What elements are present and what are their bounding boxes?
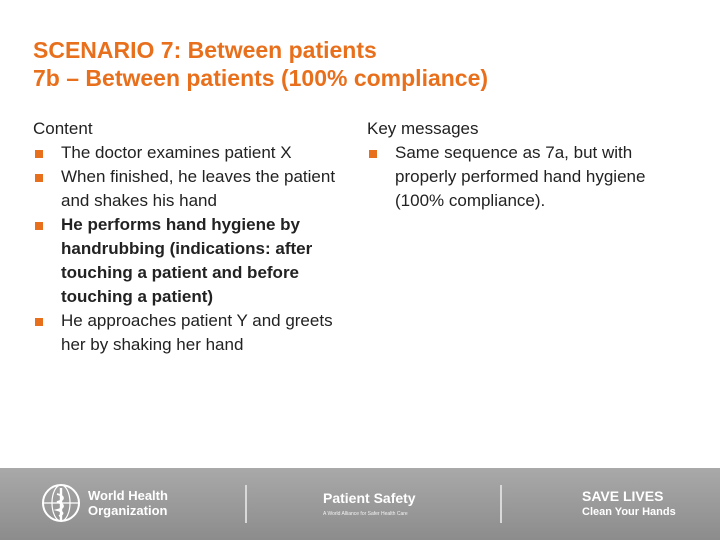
content-heading: Content: [33, 119, 93, 138]
list-item: [367, 141, 697, 213]
bullet-square-icon: [35, 174, 43, 182]
content-list: [33, 141, 353, 357]
bullet-square-icon: [369, 150, 377, 158]
patient-safety-title: Patient Safety: [323, 490, 416, 506]
list-item-text: He approaches patient Y and greets her by shaking her hand: [61, 311, 333, 354]
list-item-text: Same sequence as 7a, but with properly performed hand hygiene (100% compliance).: [395, 143, 646, 210]
title-line-2: 7b – Between patients (100% compliance): [33, 65, 489, 91]
list-item: [33, 213, 353, 309]
list-item-text: He performs hand hygiene by handrubbing (indications: after touching a patient and before touching a patient): [61, 215, 313, 306]
save-lives-title: SAVE LIVES: [582, 488, 664, 504]
clean-your-hands-subtitle: Clean Your Hands: [582, 506, 676, 518]
key-messages-column: [367, 117, 697, 213]
list-item: [33, 309, 353, 357]
key-messages-list: [367, 141, 697, 213]
key-messages-heading: Key messages: [367, 119, 479, 138]
list-item: [33, 165, 353, 213]
bullet-square-icon: [35, 222, 43, 230]
who-line-1: World Health: [88, 488, 168, 503]
who-logo-text: [88, 488, 168, 518]
content-column: [33, 117, 353, 357]
slide-title: [33, 36, 693, 92]
footer-bar: [0, 468, 720, 540]
patient-safety-subtitle: A World Alliance for Safer Health Care: [323, 511, 408, 517]
footer-divider: [500, 485, 502, 523]
bullet-square-icon: [35, 318, 43, 326]
title-line-1: SCENARIO 7: Between patients: [33, 37, 377, 63]
bullet-square-icon: [35, 150, 43, 158]
list-item-text: When finished, he leaves the patient and shakes his hand: [61, 167, 336, 210]
list-item-text: The doctor examines patient X: [61, 143, 292, 162]
who-line-2: Organization: [88, 503, 168, 518]
list-item: [33, 141, 353, 165]
who-emblem-icon: [40, 482, 82, 524]
footer-divider: [245, 485, 247, 523]
